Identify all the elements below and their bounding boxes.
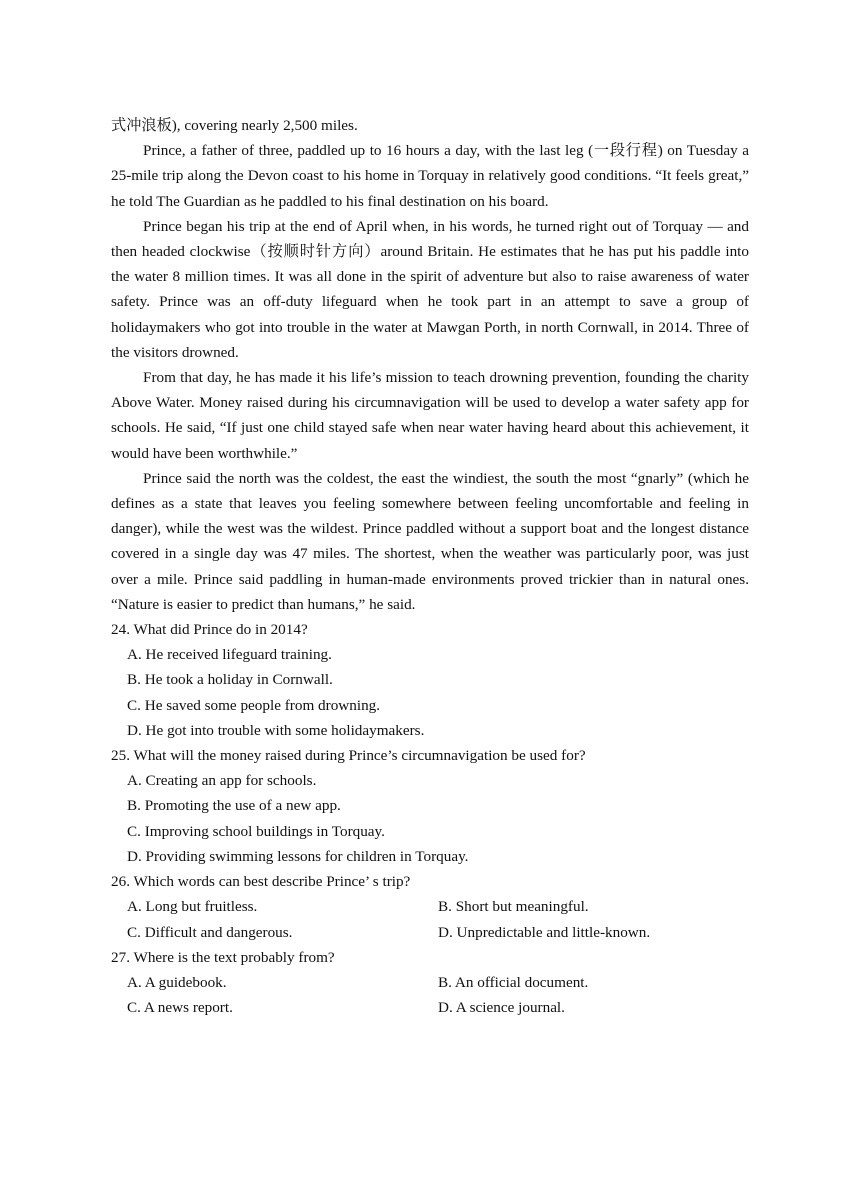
option-row (127, 995, 749, 1020)
exam-page (111, 113, 749, 1020)
option-d: D. Unpredictable and little-known. (438, 923, 651, 941)
option-a: A. Creating an app for schools. (127, 772, 317, 790)
passage-paragraph-4: From that day, he has made it his life’s mission to teach drowning prevention, founding the charity Above Water. Money raised during his circumnavigation will be used to develop a water safety app for schools. He said, “If just one child stayed safe when near water having heard about this achievement, it would have been worthwhile.” (111, 369, 749, 462)
question-stem: 24. What did Prince do in 2014? (111, 621, 308, 639)
passage-paragraph-3: Prince began his trip at the end of April when, in his words, he turned right out of Torquay — and then headed clockwise（按顺时针方向）around Britain. He estimates that he has put his paddle into the water 8 million times. It was all done in the spirit of adventure but also to raise awareness of water safety. Prince was an off-duty lifeguard when he took part in an attempt to save a group of holidaymakers who got into trouble in the water at Mawgan Porth, in north Cornwall, in 2014. Three of the visitors drowned. (111, 217, 749, 361)
option-d: D. A science journal. (438, 999, 565, 1017)
passage-paragraph-2: Prince, a father of three, paddled up to 16 hours a day, with the last leg (一段行程) on Tuesday a 25-mile trip along the Devon coast to his home in Torquay in relatively good conditions. “It feels great,” he told The Guardian as he paddled to his final destination on his board. (111, 142, 749, 210)
option-b: B. He took a holiday in Cornwall. (127, 671, 333, 689)
passage-paragraph-1: 式冲浪板), covering nearly 2,500 miles. (111, 117, 358, 134)
question-24 (111, 617, 749, 743)
question-stem: 27. Where is the text probably from? (111, 948, 335, 966)
option-row (127, 920, 749, 945)
option-a: A. He received lifeguard training. (127, 646, 332, 664)
option-a: A. Long but fruitless. (127, 898, 258, 916)
question-stem: 25. What will the money raised during Prince’s circumnavigation be used for? (111, 747, 586, 765)
question-25 (111, 743, 749, 869)
passage-paragraph-5: Prince said the north was the coldest, the east the windiest, the south the most “gnarly” (which he defines as a state that leaves you feeling somewhere between feeling uncomfortable and feeling in danger), while the west was the wildest. Prince paddled without a support boat and the longest distance covered in a single day was 47 miles. The shortest, when the weather was particularly poor, was just over a mile. Prince said paddling in human-made environments proved trickier than in natural ones. “Nature is easier to predict than humans,” he said. (111, 469, 749, 613)
question-stem: 26. Which words can best describe Prince’ s trip? (111, 873, 411, 891)
question-27 (111, 945, 749, 1021)
option-row (127, 970, 749, 995)
option-b: B. Short but meaningful. (438, 898, 589, 916)
option-row (127, 894, 749, 919)
option-a: A. A guidebook. (127, 973, 227, 991)
option-c: C. Difficult and dangerous. (127, 923, 293, 941)
option-b: B. An official document. (438, 973, 589, 991)
option-d: D. Providing swimming lessons for children in Torquay. (127, 847, 469, 865)
option-c: C. A news report. (127, 999, 233, 1017)
option-d: D. He got into trouble with some holidaymakers. (127, 721, 425, 739)
option-c: C. Improving school buildings in Torquay. (127, 822, 385, 840)
option-c: C. He saved some people from drowning. (127, 696, 381, 714)
option-b: B. Promoting the use of a new app. (127, 797, 341, 815)
question-26 (111, 869, 749, 945)
